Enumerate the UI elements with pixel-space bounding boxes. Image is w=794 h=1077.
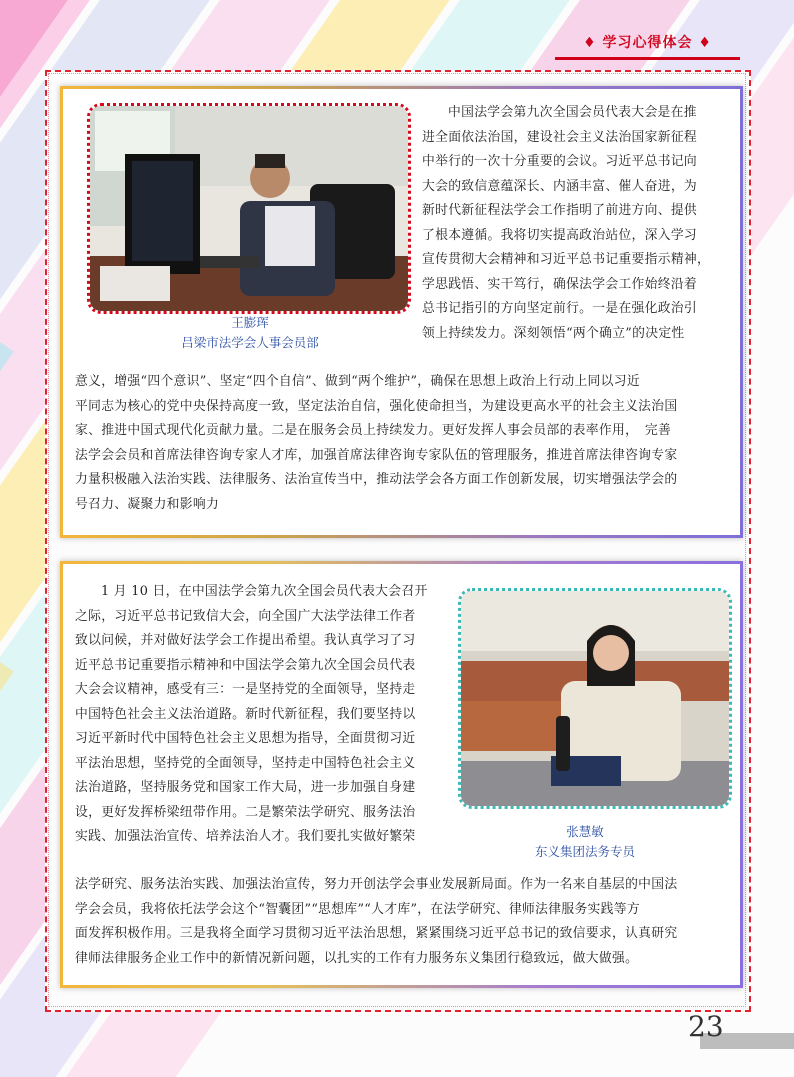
article-2-line: 之际，习近平总书记致信大会，向全国广大法学法律工作者 [75,608,416,624]
photo-office-man [87,103,411,314]
article-1-line: 平同志为核心的党中央保持高度一致，坚定法治自信，强化使命担当，为建设更高水平的社会主义法治国 [75,398,678,414]
photo-2-caption [490,822,680,862]
article-1-line: 领上持续发力。深刻领悟“两个确立”的决定性 [422,325,685,341]
photo-1-caption-name: 王膨珲 [231,315,269,330]
article-1-line: 力量积极融入法治实践、法律服务、法治宣传当中，推动法学会各方面工作创新发展，切实增强法学会的 [75,472,678,487]
header-underline [555,57,740,60]
article-2-line: 平法治思想，坚持党的全面领导，坚持走中国特色社会主义 [75,755,416,771]
article-1-line: 进全面依法治国，建设社会主义法治国家新征程 [422,129,698,145]
section-header [555,32,740,60]
article-1-line: 学思践悟、实干笃行，确保法学会工作始终沿着 [422,276,698,292]
article-2-line: 1 月 10 日，在中国法学会第九次全国会员代表大会召开 [101,584,428,599]
article-2-line: 致以问候，并对做好法学会工作提出希望。我认真学习了习 [75,633,416,648]
article-1-side-text [422,101,722,346]
article-1-line: 中国法学会第九次全国会员代表大会是在推 [448,105,697,120]
article-1-line: 宣传贯彻大会精神和习近平总书记重要指示精神， [422,252,711,267]
article-2-line: 实践、加强法治宣传、培养法治人才。我们要扎实做好繁荣 [75,829,416,844]
article-2-line: 中国特色社会主义法治道路。新时代新征程，我们要坚持以 [75,706,416,722]
article-2-line: 面发挥积极作用。三是我将全面学习贯彻习近平法治思想，紧紧围绕习近平总书记的致信要求，认真研究 [75,926,678,941]
article-2-line: 习近平新时代中国特色社会主义思想为指导，全面贯彻习近 [75,731,416,746]
page-number: 23 [688,1010,724,1043]
photo-1-caption [160,313,340,353]
photo-1-caption-title: 吕梁市法学会人事会员部 [181,335,319,350]
article-2-side-text [75,580,443,850]
article-1-line: 法学会会员和首席法律咨询专家人才库，加强首席法律咨询专家队伍的管理服务，推进首席法律咨询专家 [75,447,678,463]
article-1-line: 家、推进中国式现代化贡献力量。二是在服务会员上持续发力。更好发挥人事会员部的表率作用， 完善 [75,423,672,438]
photo-meeting-woman [458,588,732,809]
article-1-line: 中举行的一次十分重要的会议。习近平总书记向 [422,154,698,169]
article-1-line: 意义，增强“四个意识”、坚定“四个自信”、做到“两个维护”，确保在思想上政治上行动上同以习近 [75,374,640,389]
article-2-line: 律师法律服务企业工作中的新情况新问题，以扎实的工作有力服务东义集团行稳致远，做大做强。 [75,950,639,966]
article-2-line: 法学研究、服务法治实践、加强法治宣传，努力开创法学会事业发展新局面。作为一名来自基层的中国法 [75,877,678,892]
article-2-line: 设，更好发挥桥梁纽带作用。二是繁荣法学研究、服务法治 [75,804,416,820]
article-1-line: 总书记指引的方向坚定前行。一是在强化政治引 [422,301,698,316]
article-2-line: 大会会议精神，感受有三：一是坚持党的全面领导，坚持走 [75,682,416,697]
article-1-line: 新时代新征程法学会工作指明了前进方向、提供 [422,203,698,218]
photo-2-caption-title: 东义集团法务专员 [534,844,635,859]
article-1-line: 大会的致信意蕴深长、内涵丰富、催人奋进，为 [422,178,698,194]
article-2-line: 近平总书记重要指示精神和中国法学会第九次全国会员代表 [75,657,416,673]
article-1-line: 号召力、凝聚力和影响力 [75,496,220,512]
article-1-full-text [75,370,725,517]
article-1-line: 了根本遵循。我将切实提高政治站位，深入学习 [422,227,698,243]
article-2-line: 法治道路，坚持服务党和国家工作大局，进一步加强自身建 [75,780,416,795]
article-2-line: 学会会员，我将依托法学会这个“智囊团”“思想库”“人才库”，在法学研究、律师法律服务实践等方 [75,901,640,917]
section-header-label: ♦ 学习心得体会 ♦ [583,35,712,51]
photo-2-caption-name: 张慧敏 [566,824,604,839]
article-2-full-text [75,873,725,971]
